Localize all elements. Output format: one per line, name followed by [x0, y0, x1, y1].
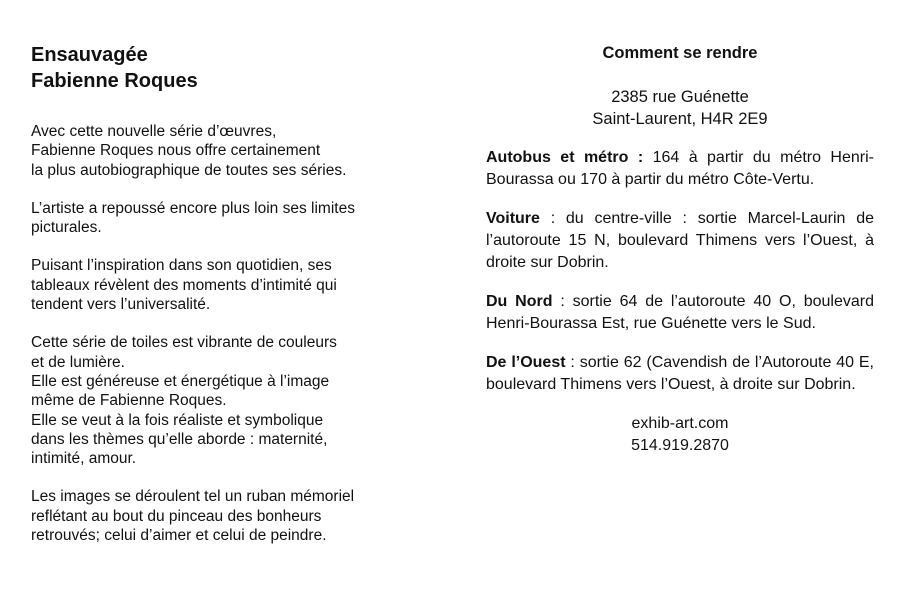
direction-text: : sortie 62 (Cavendish de l’Autoroute 40 E, boulevard Thimens vers l’Ouest, à droite sur Dobrin.: [486, 354, 874, 393]
website-link[interactable]: exhib-art.com: [631, 415, 729, 432]
paragraph-images: [31, 487, 421, 545]
direction-label: Autobus et métro :: [486, 149, 644, 166]
paragraph-line: Les images se déroulent tel un ruban mémoriel: [31, 488, 355, 506]
paragraph-line: Elle se veut à la fois réaliste et symbolique: [31, 411, 324, 429]
address-city: Saint-Laurent, H4R 2E9: [592, 110, 768, 128]
exhibition-title: [31, 42, 421, 94]
paragraph-limits: [31, 199, 421, 238]
paragraph-line: tendent vers l’universalité.: [31, 296, 211, 314]
paragraph-line: même de Fabienne Roques.: [31, 392, 227, 410]
contact-info: [486, 413, 874, 457]
direction-car: [486, 208, 874, 274]
direction-bus-metro: [486, 147, 874, 191]
paragraph-line: intimité, amour.: [31, 450, 137, 468]
paragraph-line: reflétant au bout du pinceau des bonheurs: [31, 507, 322, 525]
paragraph-series: [31, 333, 421, 468]
paragraph-line: tableaux révèlent des moments d’intimité qui: [31, 276, 337, 294]
paragraph-line: Cette série de toiles est vibrante de couleurs: [31, 334, 337, 352]
paragraph-line: retrouvés; celui d’aimer et celui de peindre.: [31, 527, 327, 545]
paragraph-intro: [31, 122, 421, 180]
paragraph-line: Avec cette nouvelle série d’œuvres,: [31, 123, 277, 140]
exhibition-name: Ensauvagée: [31, 44, 148, 66]
paragraph-line: Elle est généreuse et énergétique à l’image: [31, 372, 330, 390]
artist-name: Fabienne Roques: [31, 70, 198, 92]
direction-north: [486, 291, 874, 335]
paragraph-line: picturales.: [31, 219, 102, 237]
gallery-address: [486, 86, 874, 130]
direction-text: 164 à partir du métro Henri-Bourassa ou 170 à partir du métro Côte-Vertu.: [486, 149, 874, 188]
direction-label: Du Nord: [486, 293, 553, 310]
paragraph-line: L’artiste a repoussé encore plus loin ses limites: [31, 199, 355, 217]
direction-label: Voiture: [486, 210, 540, 227]
paragraph-line: dans les thèmes qu’elle aborde : maternité,: [31, 430, 328, 448]
paragraph-line: Puisant l’inspiration dans son quotidien, ses: [31, 257, 332, 275]
paragraph-inspiration: [31, 256, 421, 314]
direction-text: : sortie 64 de l’autoroute 40 O, boulevard Henri-Bourassa Est, rue Guénette vers le Sud.: [486, 293, 875, 332]
directions-panel: [486, 42, 874, 457]
direction-west: [486, 352, 874, 396]
direction-label: De l’Ouest: [486, 354, 566, 371]
paragraph-line: la plus autobiographique de toutes ses séries.: [31, 161, 347, 179]
directions-title: Comment se rendre: [602, 44, 758, 62]
paragraph-line: Fabienne Roques nous offre certainement: [31, 142, 321, 160]
paragraph-line: et de lumière.: [31, 353, 125, 371]
direction-text: : du centre-ville : sortie Marcel-Laurin de l’autoroute 15 N, boulevard Thimens vers l’Ouest, à droite sur Dobrin.: [486, 210, 874, 271]
phone-number[interactable]: 514.919.2870: [631, 437, 729, 454]
address-street: 2385 rue Guénette: [611, 88, 749, 106]
exhibition-description: [31, 42, 421, 564]
